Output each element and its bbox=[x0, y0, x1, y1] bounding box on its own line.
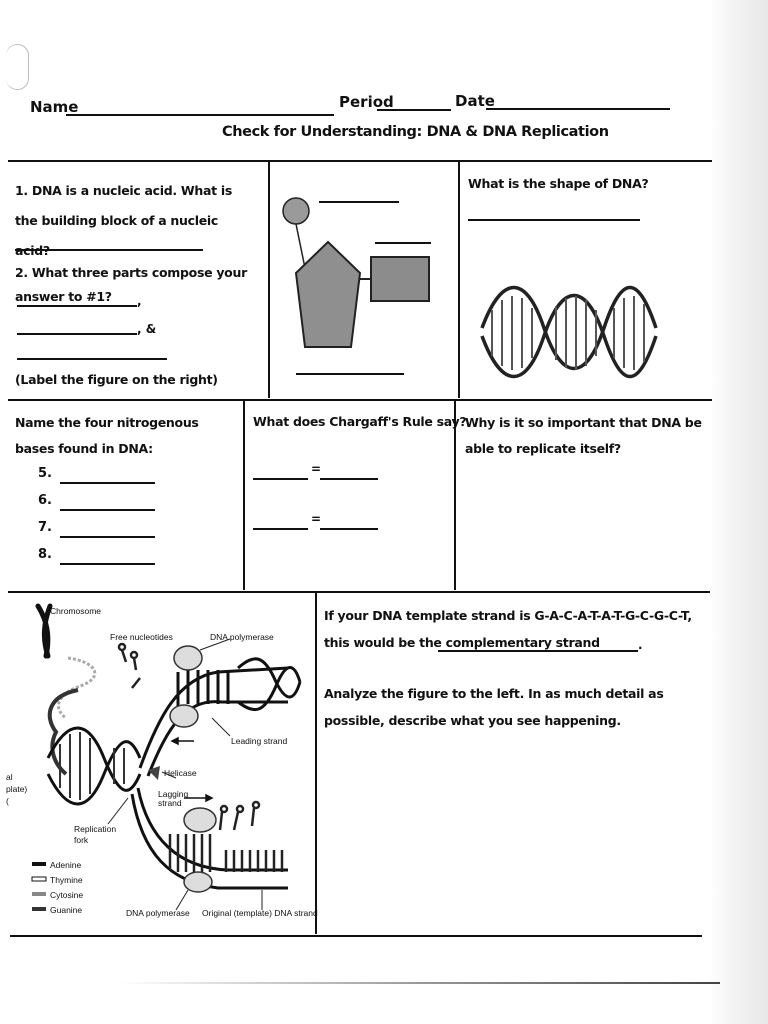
question-complementary bbox=[324, 602, 708, 656]
complementary-strand-field[interactable] bbox=[438, 650, 638, 652]
chargaff-eq-1: = bbox=[311, 462, 322, 476]
analyze-answer-area[interactable] bbox=[320, 740, 710, 930]
date-field[interactable] bbox=[486, 108, 670, 110]
chromosome-icon bbox=[38, 606, 50, 656]
chargaff-d-field[interactable] bbox=[320, 528, 378, 530]
label-figure-note: (Label the figure on the right) bbox=[15, 372, 218, 387]
punch-hole-mark bbox=[6, 44, 29, 90]
base-answer-5[interactable] bbox=[60, 482, 155, 484]
base-number-8: 8. bbox=[38, 547, 52, 562]
question-2: 2. What three parts compose your answer to #1? bbox=[15, 265, 247, 304]
polymerase-top bbox=[174, 646, 202, 670]
complementary-end: . bbox=[638, 638, 643, 652]
legend-thymine: Thymine bbox=[50, 875, 83, 885]
answer-shape-field[interactable] bbox=[468, 219, 640, 221]
base-number-7: 7. bbox=[38, 520, 52, 535]
legend-cytosine: Cytosine bbox=[50, 890, 84, 900]
question-analyze: Analyze the figure to the left. In as much detail as possible, describe what you see happening. bbox=[324, 686, 664, 728]
chargaff-b-field[interactable] bbox=[320, 478, 378, 480]
phosphate-circle bbox=[283, 198, 309, 224]
legend-swatches bbox=[32, 862, 46, 911]
grid-col-2 bbox=[458, 162, 460, 398]
label-dna-polymerase-top: DNA polymerase bbox=[210, 632, 274, 642]
polymerase-bottom bbox=[184, 808, 216, 832]
name-label: Name bbox=[30, 98, 79, 116]
nucleotide-diagram bbox=[270, 163, 456, 397]
grid-line-row2 bbox=[8, 399, 712, 401]
grid-col-3 bbox=[243, 401, 245, 590]
chargaff-c-field[interactable] bbox=[253, 528, 308, 530]
base-number-6: 6. bbox=[38, 493, 52, 508]
scan-edge-shadow bbox=[710, 0, 768, 1024]
sugar-pentagon bbox=[296, 242, 360, 347]
label-original-strand: Original (template) DNA strand bbox=[202, 908, 318, 918]
base-rectangle bbox=[371, 257, 429, 301]
question-bases: Name the four nitrogenous bases found in DNA: bbox=[15, 415, 199, 456]
question-chargaff: What does Chargaff's Rule say? bbox=[253, 414, 467, 429]
worksheet-title: Check for Understanding: DNA & DNA Replication bbox=[222, 124, 609, 140]
date-label: Date bbox=[455, 92, 495, 110]
label-partial-left-3: ( bbox=[6, 796, 9, 806]
answer-2b-sep: , & bbox=[137, 322, 157, 336]
base-number-5: 5. bbox=[38, 466, 52, 481]
answer-2a-field[interactable] bbox=[17, 305, 137, 307]
label-free-nucleotides: Free nucleotides bbox=[110, 632, 173, 642]
question-replicate: Why is it so important that DNA be able to replicate itself? bbox=[465, 415, 702, 456]
label-replication-fork: Replication fork bbox=[74, 824, 117, 845]
answer-2c-field[interactable] bbox=[17, 358, 167, 360]
complementary-text: If your DNA template strand is G-A-C-A-T-A-T-G-C-G-C-T, this would be the complementary strand bbox=[324, 608, 692, 650]
double-helix-image bbox=[478, 280, 658, 384]
answer-2b-field[interactable] bbox=[17, 333, 137, 335]
base-answer-6[interactable] bbox=[60, 509, 155, 511]
period-field[interactable] bbox=[377, 109, 451, 111]
label-dna-polymerase-bottom: DNA polymerase bbox=[126, 908, 190, 918]
base-answer-8[interactable] bbox=[60, 563, 155, 565]
label-partial-left-1: al bbox=[6, 772, 13, 782]
grid-line-top bbox=[8, 160, 712, 162]
question-1: 1. DNA is a nucleic acid. What is the building block of a nucleic acid? bbox=[15, 183, 232, 258]
grid-col-5 bbox=[315, 593, 317, 934]
legend-guanine: Guanine bbox=[50, 905, 83, 915]
label-lagging-strand: Lagging strand bbox=[158, 789, 189, 808]
label-leading-strand: Leading strand bbox=[231, 736, 288, 746]
legend-adenine: Adenine bbox=[50, 860, 82, 870]
grid-line-bottom bbox=[10, 935, 702, 937]
label-chromosome: Chromosome bbox=[50, 606, 102, 616]
name-field[interactable] bbox=[66, 114, 334, 116]
label-helicase: Helicase bbox=[164, 768, 197, 778]
grid-line-row3 bbox=[8, 591, 710, 593]
chargaff-a-field[interactable] bbox=[253, 478, 308, 480]
question-shape: What is the shape of DNA? bbox=[468, 176, 649, 191]
scan-bottom-line bbox=[120, 982, 720, 984]
label-partial-left-2: plate) bbox=[6, 784, 28, 794]
chargaff-eq-2: = bbox=[311, 512, 322, 526]
answer-1-field[interactable] bbox=[15, 249, 203, 251]
period-label: Period bbox=[339, 93, 394, 111]
answer-2a-sep: , bbox=[137, 294, 142, 308]
base-answer-7[interactable] bbox=[60, 536, 155, 538]
